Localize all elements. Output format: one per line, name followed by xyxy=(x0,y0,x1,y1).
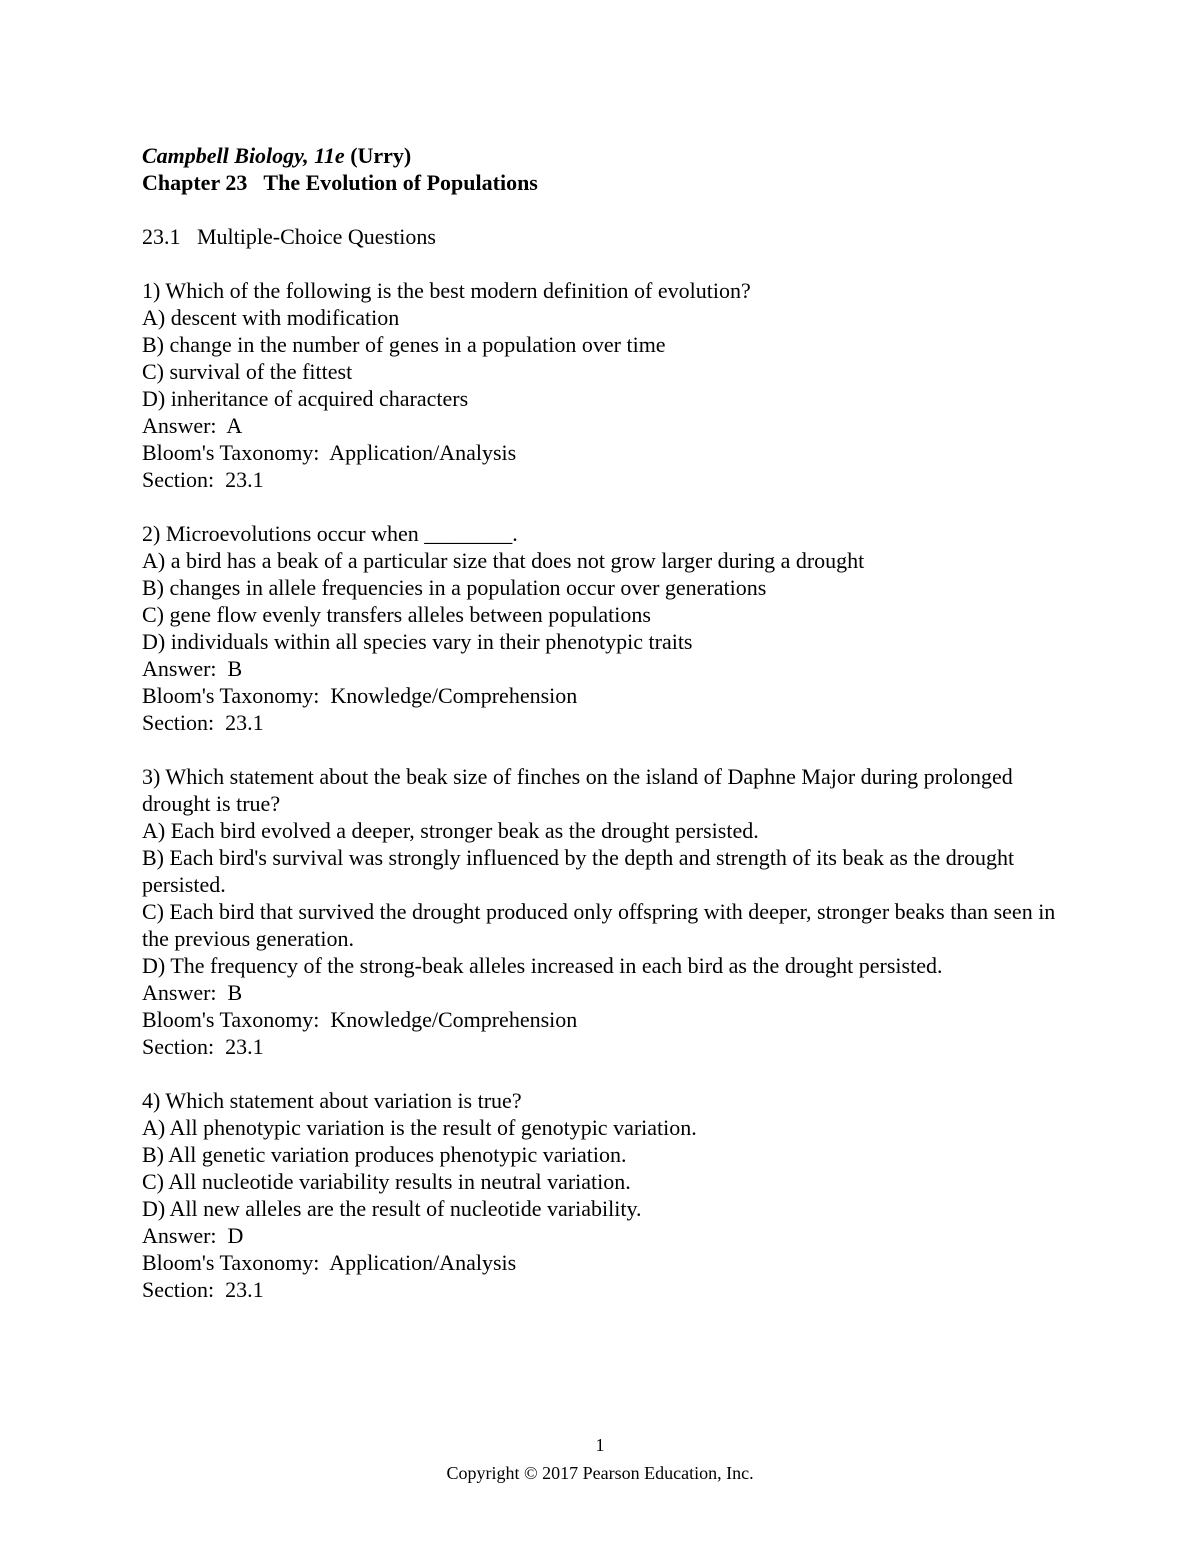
option-b: B) All genetic variation produces phenotypic variation. xyxy=(142,1142,627,1167)
option-a: A) Each bird evolved a deeper, stronger beak as the drought persisted. xyxy=(142,818,759,843)
answer: Answer: A xyxy=(142,413,243,438)
question-block-2 xyxy=(142,520,1082,736)
question-block-4 xyxy=(142,1087,1082,1303)
option-d: D) The frequency of the strong-beak alleles increased in each bird as the drought persisted. xyxy=(142,953,943,978)
question-text: 2) Microevolutions occur when ________. xyxy=(142,521,518,546)
question-block-3 xyxy=(142,763,1082,1060)
page-number: 1 xyxy=(595,1435,605,1455)
option-b: B) changes in allele frequencies in a population occur over generations xyxy=(142,575,767,600)
option-c: C) All nucleotide variability results in neutral variation. xyxy=(142,1169,631,1194)
option-a: A) descent with modification xyxy=(142,305,400,330)
question-block-1 xyxy=(142,277,1082,493)
section-ref: Section: 23.1 xyxy=(142,1034,264,1059)
chapter-title: Chapter 23 The Evolution of Populations xyxy=(142,170,538,195)
book-title-line xyxy=(142,142,1082,169)
option-c: C) Each bird that survived the drought produced only offspring with deeper, stronger beaks than seen in the previous generation. xyxy=(142,899,1056,951)
question-text: 3) Which statement about the beak size of finches on the island of Daphne Major during prolonged drought is true? xyxy=(142,764,1013,816)
section-ref: Section: 23.1 xyxy=(142,467,264,492)
blooms-taxonomy: Bloom's Taxonomy: Application/Analysis xyxy=(142,1250,517,1275)
question-text: 1) Which of the following is the best modern definition of evolution? xyxy=(142,278,751,303)
option-c: C) gene flow evenly transfers alleles between populations xyxy=(142,602,651,627)
blooms-taxonomy: Bloom's Taxonomy: Knowledge/Comprehension xyxy=(142,1007,578,1032)
option-a: A) All phenotypic variation is the result of genotypic variation. xyxy=(142,1115,697,1140)
section-ref: Section: 23.1 xyxy=(142,710,264,735)
option-d: D) individuals within all species vary in their phenotypic traits xyxy=(142,629,693,654)
section-heading: 23.1 Multiple-Choice Questions xyxy=(142,224,436,249)
answer: Answer: B xyxy=(142,656,243,681)
option-b: B) change in the number of genes in a population over time xyxy=(142,332,666,357)
option-b: B) Each bird's survival was strongly influenced by the depth and strength of its beak as the drought persisted. xyxy=(142,845,1015,897)
option-d: D) inheritance of acquired characters xyxy=(142,386,469,411)
answer: Answer: B xyxy=(142,980,243,1005)
blooms-taxonomy: Bloom's Taxonomy: Application/Analysis xyxy=(142,440,517,465)
option-c: C) survival of the fittest xyxy=(142,359,353,384)
answer: Answer: D xyxy=(142,1223,244,1248)
book-author: (Urry) xyxy=(350,143,412,168)
option-d: D) All new alleles are the result of nucleotide variability. xyxy=(142,1196,642,1221)
blooms-taxonomy: Bloom's Taxonomy: Knowledge/Comprehension xyxy=(142,683,578,708)
book-title: Campbell Biology, 11e xyxy=(142,143,345,168)
option-a: A) a bird has a beak of a particular size that does not grow larger during a drought xyxy=(142,548,865,573)
copyright-notice: Copyright © 2017 Pearson Education, Inc. xyxy=(446,1463,754,1483)
section-ref: Section: 23.1 xyxy=(142,1277,264,1302)
question-text: 4) Which statement about variation is true? xyxy=(142,1088,522,1113)
document-page xyxy=(142,142,1082,1303)
